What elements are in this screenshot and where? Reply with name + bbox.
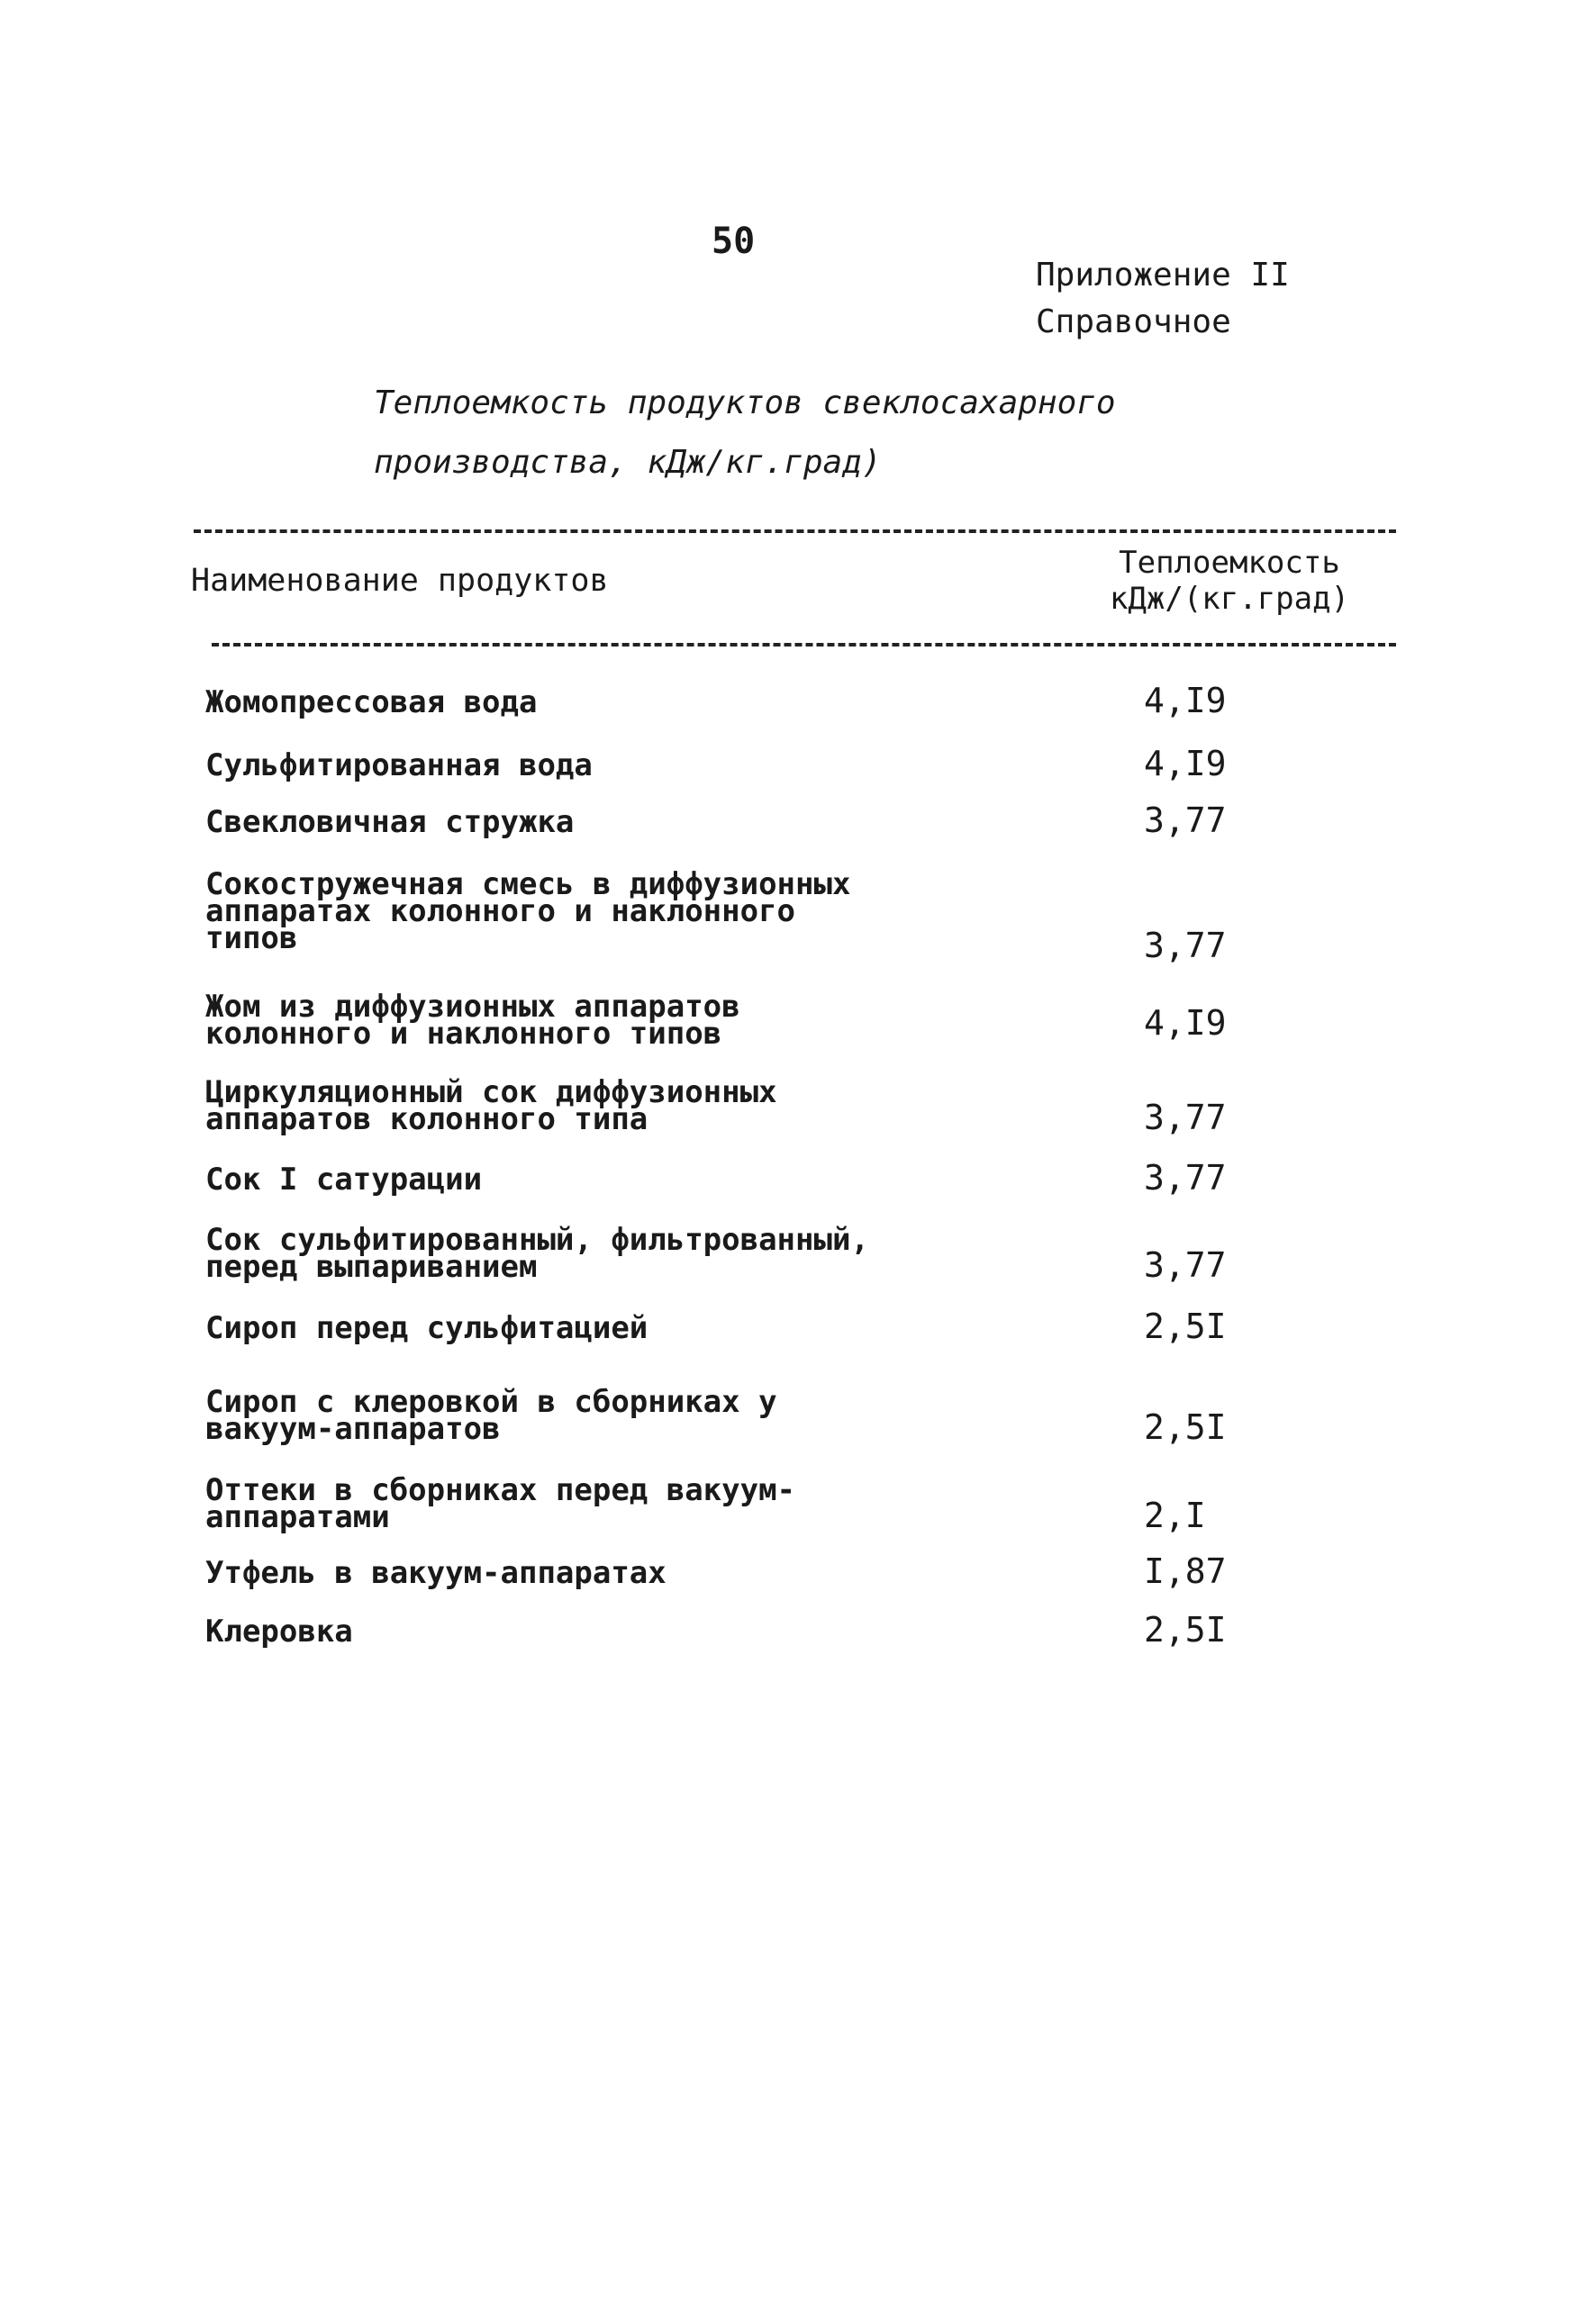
appendix-line-2: Справочное — [1036, 303, 1231, 340]
heat-capacity-value: 2,5I — [1144, 1307, 1227, 1346]
product-name-line: перед выпариванием — [205, 1249, 538, 1285]
product-name-line: Сироп перед сульфитацией — [205, 1310, 648, 1346]
product-name-line: Сульфитированная вода — [205, 747, 593, 783]
product-name-line: Клеровка — [205, 1614, 353, 1650]
product-name — [205, 1555, 667, 1591]
product-name-line: Циркуляционный сок диффузионных — [205, 1074, 777, 1110]
heat-capacity-value: 4,I9 — [1144, 1003, 1227, 1043]
column-header-product: Наименование продуктов — [191, 563, 609, 599]
product-name — [205, 989, 740, 1052]
title-line-2: производства, кДж/кг.град) — [374, 444, 882, 481]
heat-capacity-value: 4,I9 — [1144, 744, 1227, 783]
product-name — [205, 1222, 869, 1285]
product-name-line: Жом из диффузионных аппаратов — [205, 989, 740, 1025]
product-name-line: Сокостружечная смесь в диффузионных — [205, 866, 851, 902]
appendix-line-1: Приложение II — [1036, 257, 1290, 294]
heat-capacity-value: 3,77 — [1144, 800, 1227, 840]
product-name-line: аппаратов колонного типа — [205, 1101, 648, 1137]
product-name-line: аппаратах колонного и наклонного — [205, 893, 796, 929]
heat-capacity-value: 4,I9 — [1144, 681, 1227, 720]
product-name-line: вакуум-аппаратов — [205, 1411, 501, 1447]
heat-capacity-value: 3,77 — [1144, 1098, 1227, 1137]
product-name — [205, 1310, 648, 1346]
product-name-line: Свекловичная стружка — [205, 804, 575, 840]
product-name — [205, 866, 851, 956]
product-name-line: Сок I сатурации — [205, 1162, 483, 1198]
product-name-line: аппаратами — [205, 1499, 390, 1535]
product-name-line: Утфель в вакуум-аппаратах — [205, 1555, 667, 1591]
heat-capacity-value: 3,77 — [1144, 1158, 1227, 1198]
heat-capacity-value: 2,I — [1144, 1496, 1206, 1535]
product-name — [205, 1384, 777, 1447]
product-name — [205, 684, 538, 720]
product-name-line: колонного и наклонного типов — [205, 1016, 722, 1052]
product-name-line: Сироп с клеровкой в сборниках у — [205, 1384, 777, 1420]
product-name — [205, 1074, 777, 1137]
title-line-1: Теплоемкость продуктов свеклосахарного — [374, 384, 1116, 421]
product-name — [205, 1472, 796, 1535]
column-header-heat-capacity-line-1: Теплоемкость — [1119, 545, 1340, 581]
product-name-line: типов — [205, 920, 298, 956]
product-name — [205, 1162, 483, 1198]
product-name — [205, 747, 593, 783]
column-header-heat-capacity-line-2: кДж/(кг.град) — [1109, 581, 1350, 617]
heat-capacity-value: 3,77 — [1144, 1245, 1227, 1285]
product-name-line: Сок сульфитированный, фильтрованный, — [205, 1222, 869, 1258]
heat-capacity-value: 2,5I — [1144, 1407, 1227, 1447]
page-number: 50 — [712, 221, 756, 262]
product-name-line: Оттеки в сборниках перед вакуум- — [205, 1472, 796, 1508]
heat-capacity-value: 3,77 — [1144, 926, 1227, 965]
heat-capacity-value: 2,5I — [1144, 1610, 1227, 1650]
heat-capacity-value: I,87 — [1144, 1551, 1227, 1591]
product-name-line: Жомопрессовая вода — [205, 684, 538, 720]
product-name — [205, 1614, 353, 1650]
product-name — [205, 804, 575, 840]
